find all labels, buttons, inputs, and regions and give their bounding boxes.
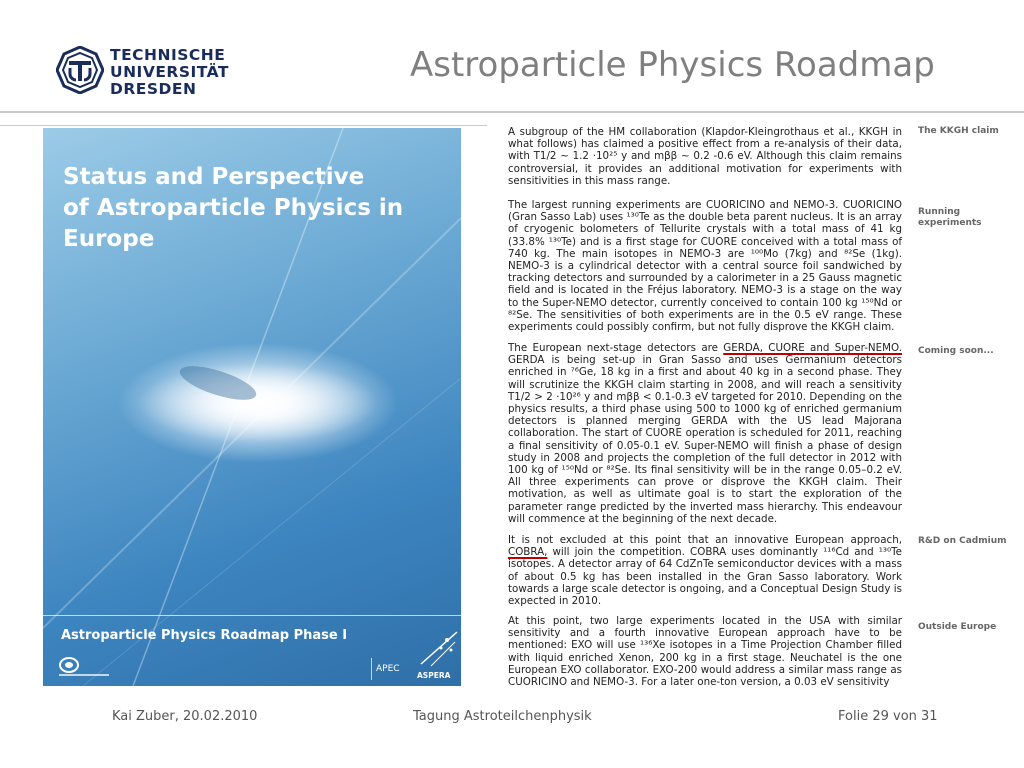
side-label-coming-soon: Coming soon... <box>918 346 994 356</box>
aspera-logo <box>417 628 461 686</box>
paragraph-outside-europe: At this point, two large experiments located in the USA with similar sensitivity and a fourth innovative European approach have to be mentioned: EXO will use ¹³⁶Xe isotopes in a Time Projection Chamber filled with liquid enriched Xenon, 200 kg in a first stage. Neuchatel is the one European EXO collaborator. EXO-200 would address a similar mass range as CUORICINO and NEMO-3. For a later one-ton version, a 0.03 eV sensitivity <box>508 615 902 689</box>
header-subdivider <box>0 125 487 126</box>
p4-highlight: COBRA, <box>508 546 548 559</box>
side-label-outside-europe: Outside Europe <box>918 622 997 632</box>
side-label-kkgh: The KKGH claim <box>918 126 999 136</box>
logo-line-3: DRESDEN <box>110 80 197 98</box>
side-label-running <box>918 207 982 229</box>
aspera-logo-icon <box>417 628 461 668</box>
cover-title-line-1: Status and Perspective <box>63 164 365 190</box>
cover-title-line-2: of Astroparticle Physics in Europe <box>63 195 404 252</box>
p4-intro: It is not excluded at this point that an innovative European approach, <box>508 534 902 546</box>
apec-logo: APEC <box>371 658 414 680</box>
cover-divider <box>43 615 461 616</box>
logo-line-2: UNIVERSITÄT <box>110 63 230 81</box>
footer-author: Kai Zuber, 20.02.2010 <box>112 709 258 724</box>
p4-rest: will join the competition. COBRA uses dominantly ¹¹⁶Cd and ¹³⁰Te isotopes. A detector array of 64 CdZnTe semiconductor devices with a mass of about 0.5 kg has been installed in the Gran Sasso laboratory. Work towards a large scale detector is ongoing, and a Conceptual Design Study is expected in 2010. <box>508 546 902 608</box>
paragraph-kkgh: A subgroup of the HM collaboration (Klapdor-Kleingrothaus et al., KKGH in what follows) has claimed a positive effect from a re-analysis of their data, with T1/2 ~ 1.2 ·10²⁵ y and mββ ~ 0.2 -0.6 eV. Although this claim remains controversial, it provides an additional motivation for experiments with sensitivities in this mass range. <box>508 126 902 187</box>
paragraph-running-experiments: The largest running experiments are CUORICINO and NEMO-3. CUORICINO (Gran Sasso Lab) uses ¹³⁰Te as the double beta parent nucleus. It is an array of cryogenic bolometers of Tellurite crystals with a total mass of 41 kg (33.8% ¹³⁰Te) and is a first stage for CUORE conceived with a total mass of 740 kg. The main isotopes in NEMO-3 are ¹⁰⁰Mo (7kg) and ⁸²Se (1kg). NEMO-3 is a cylindrical detector with a central source foil sandwiched by tracking detectors and surrounded by a calorimeter in a 25 Gauss magnetic field and is located in the Fréjus laboratory. NEMO-3 is a stage on the way to the Super-NEMO detector, currently conceived to contain 100 kg ¹⁵⁰Nd or ⁸²Se. The sensitivities of both experiments are in the 0.5 eV range. These experiments could possibly confirm, but not fully disprove the KKGH claim. <box>508 199 902 334</box>
p3-highlight: GERDA, CUORE and Super-NEMO. <box>723 342 902 354</box>
p3-rest: GERDA is being set-up in Gran Sasso and uses Germanium detectors enriched in ⁷⁶Ge, 18 kg in a first and about 40 kg in a second phase. They will scrutinize the KKGH claim starting in 2008, and will reach a sensitivity T1/2 > 2 ·10²⁶ y and mββ < 0.1-0.3 eV targeted for 2010. Depending on the physics results, a third phase using 500 to 1000 kg of enriched germanium detectors is planned merging GERDA with the US lead Majorana collaboration. The start of CUORE operation is scheduled for 2011, reaching a final sensitivity of 0.05-0.1 eV. Super-NEMO will finish a phase of design study in 2008 and projects the completion of the full detector in 2012 with 100 kg of ¹⁵⁰Nd or ⁸²Se. Its final sensitivity will be in the range 0.05–0.2 eV. All three experiments can prove or disprove the KKGH claim. Their motivation, as well as ultimate goal is to start the exploration of the parameter range predicted by the inverted mass hierarchy. This endeavour will commence at the beginning of the next decade. <box>508 354 902 525</box>
cover-title <box>63 162 453 255</box>
footer-page-number: Folie 29 von 31 <box>838 709 938 724</box>
slide-title: Astroparticle Physics Roadmap <box>410 45 935 85</box>
tud-logo-text <box>110 47 229 98</box>
cover-subtitle: Astroparticle Physics Roadmap Phase I <box>61 628 348 643</box>
side-label-running-line-2: experiments <box>918 218 982 228</box>
header-divider <box>0 111 1024 113</box>
publisher-logo-icon <box>57 656 117 678</box>
aspera-logo-text: ASPERA <box>417 671 451 680</box>
side-label-rnd-cadmium: R&D on Cadmium <box>918 536 1007 546</box>
roadmap-cover-image <box>43 128 461 686</box>
paragraph-cobra <box>508 534 902 607</box>
paragraph-next-stage <box>508 342 902 525</box>
p3-intro: The European next-stage detectors are <box>508 342 724 354</box>
footer-event: Tagung Astroteilchenphysik <box>413 709 592 724</box>
logo-line-1: TECHNISCHE <box>110 46 226 64</box>
tud-logo-icon <box>56 46 104 94</box>
slide-header <box>0 0 1024 112</box>
side-label-running-line-1: Running <box>918 207 961 217</box>
